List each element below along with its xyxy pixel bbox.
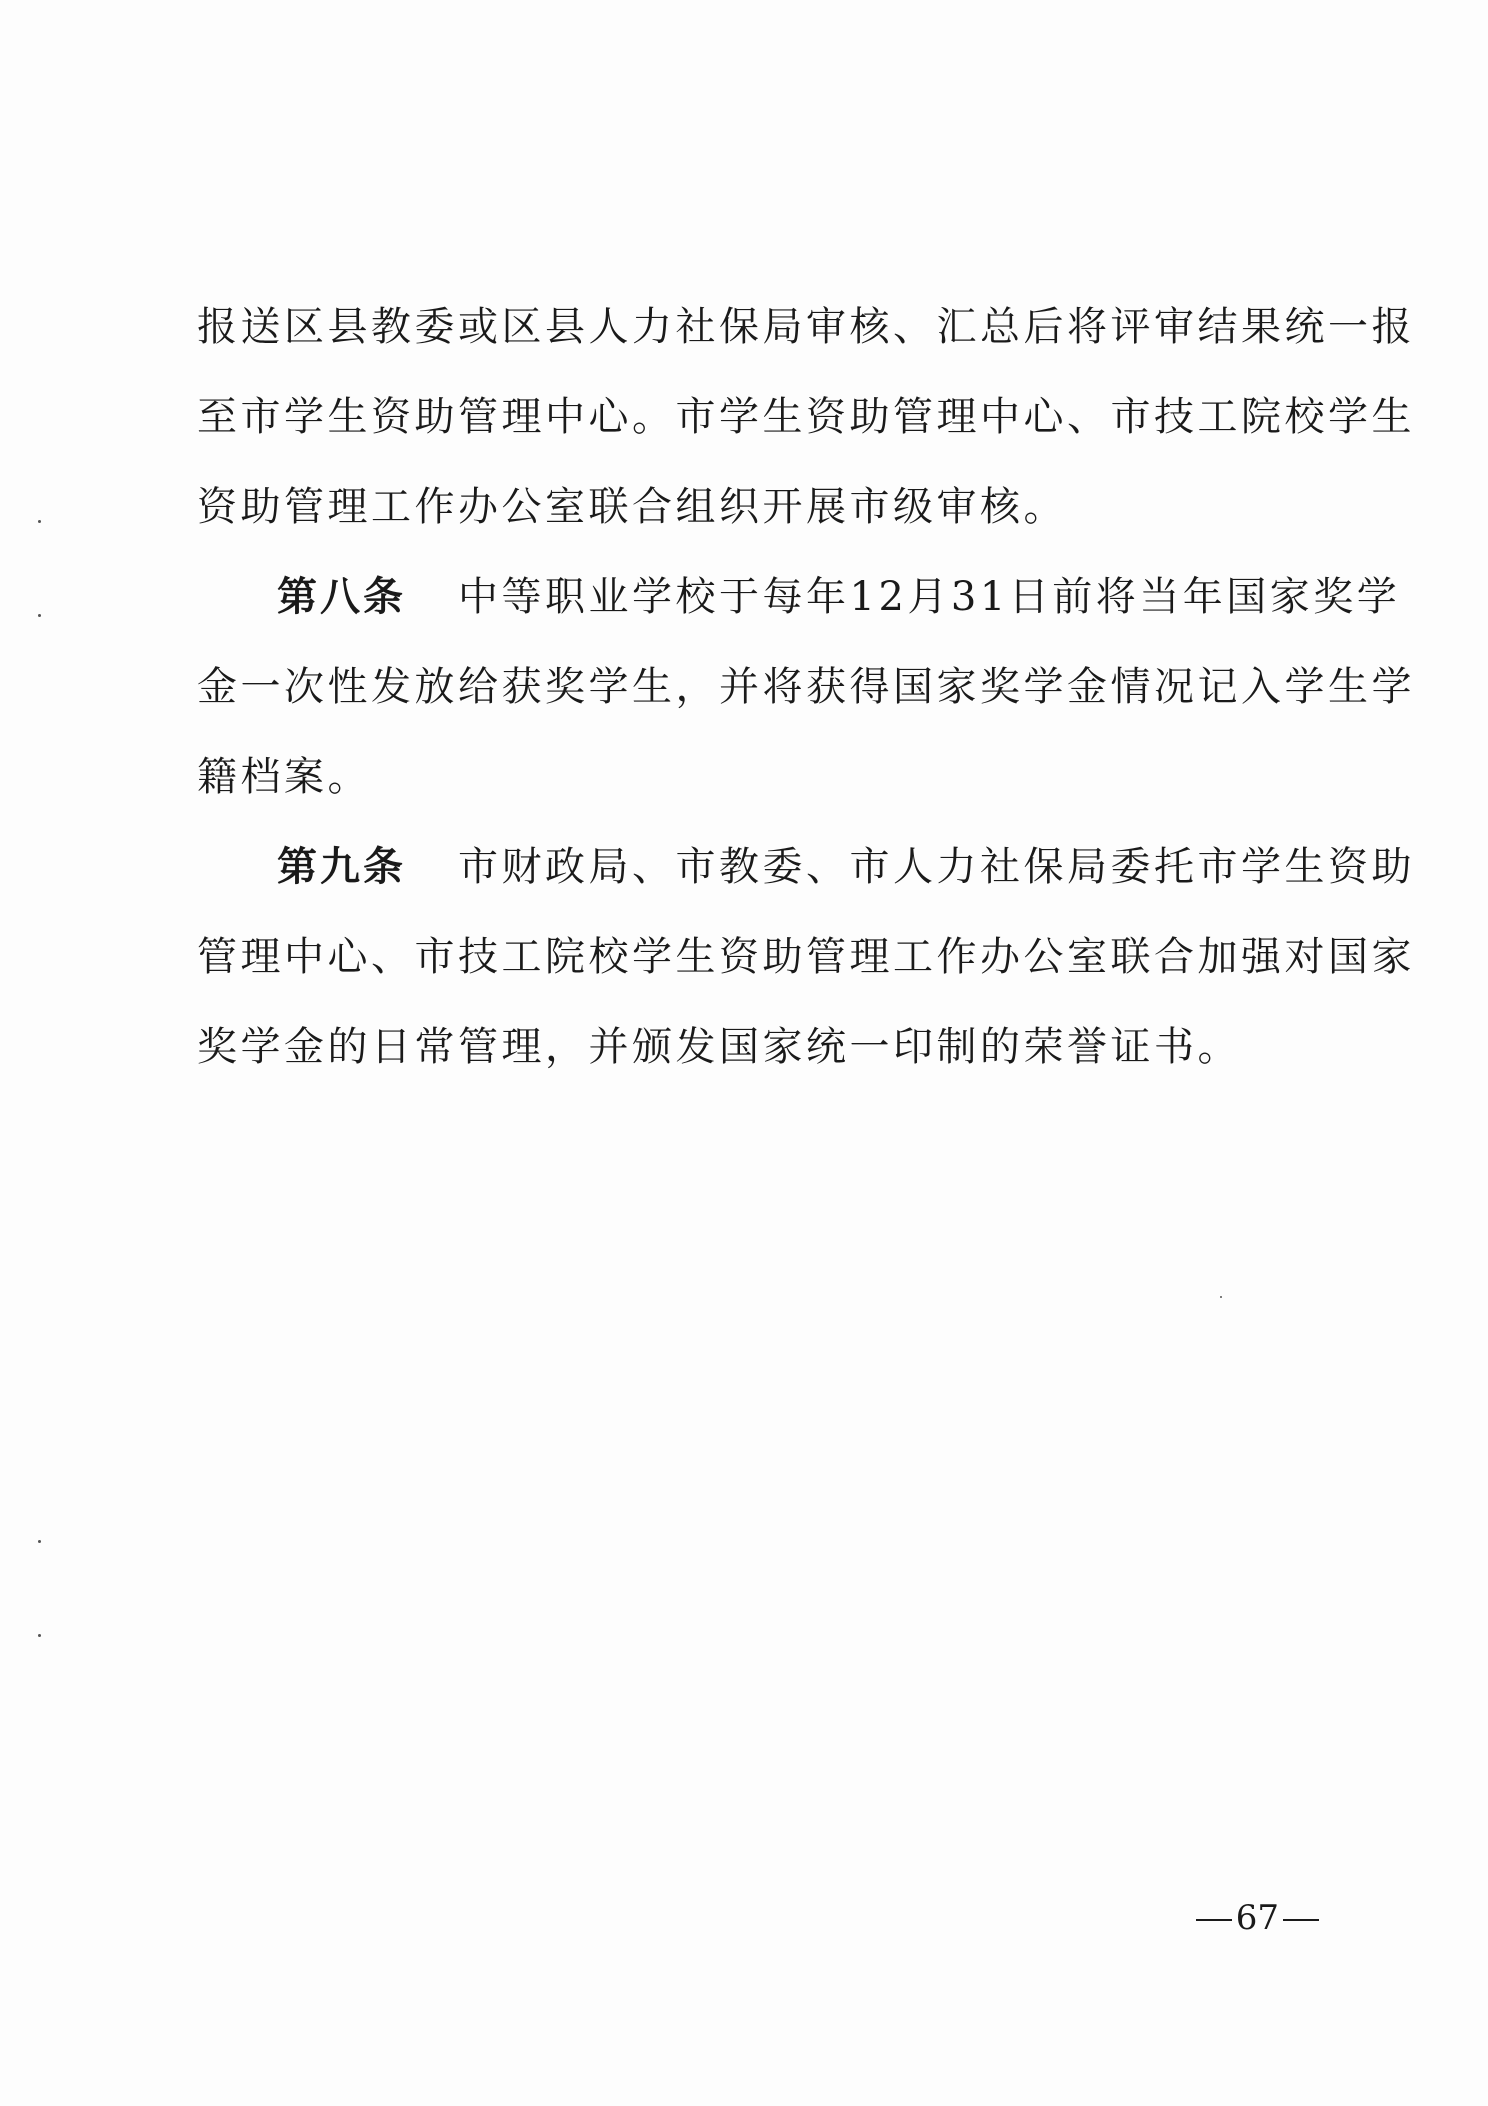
article-8-text: 中等职业学校于每年12月31日前将当年国家奖学 — [458, 574, 1401, 620]
paragraph-line: 奖学金的日常管理，并颁发国家统一印制的荣誉证书。 — [197, 1024, 1241, 1070]
page-number — [1163, 1898, 1323, 1938]
article-9-text: 市财政局、市教委、市人力社保局委托市学生资助 — [458, 844, 1415, 890]
article-8-first-line — [197, 552, 1401, 642]
paragraph-line: 至市学生资助管理中心。市学生资助管理中心、市技工院校学生 — [197, 394, 1415, 440]
scan-speck — [38, 520, 41, 523]
paragraph-line: 金一次性发放给获奖学生，并将获得国家奖学金情况记入学生学 — [197, 664, 1415, 710]
article-9-first-line — [197, 822, 1415, 912]
scan-speck — [38, 614, 41, 617]
scan-speck — [1220, 1296, 1222, 1298]
paragraph-line: 籍档案。 — [197, 754, 371, 800]
scan-speck — [38, 1634, 41, 1637]
dash-right — [1283, 1919, 1319, 1921]
paragraph-line: 报送区县教委或区县人力社保局审核、汇总后将评审结果统一报 — [197, 304, 1415, 350]
dash-left — [1196, 1919, 1232, 1921]
paragraph-line: 资助管理工作办公室联合组织开展市级审核。 — [197, 484, 1067, 530]
page-number-value: 67 — [1235, 1898, 1279, 1938]
document-body — [197, 282, 1415, 1092]
scan-speck — [38, 1540, 41, 1543]
paragraph-line: 管理中心、市技工院校学生资助管理工作办公室联合加强对国家 — [197, 934, 1415, 980]
article-9-label: 第九条 — [277, 844, 406, 890]
article-8-label: 第八条 — [277, 574, 406, 620]
